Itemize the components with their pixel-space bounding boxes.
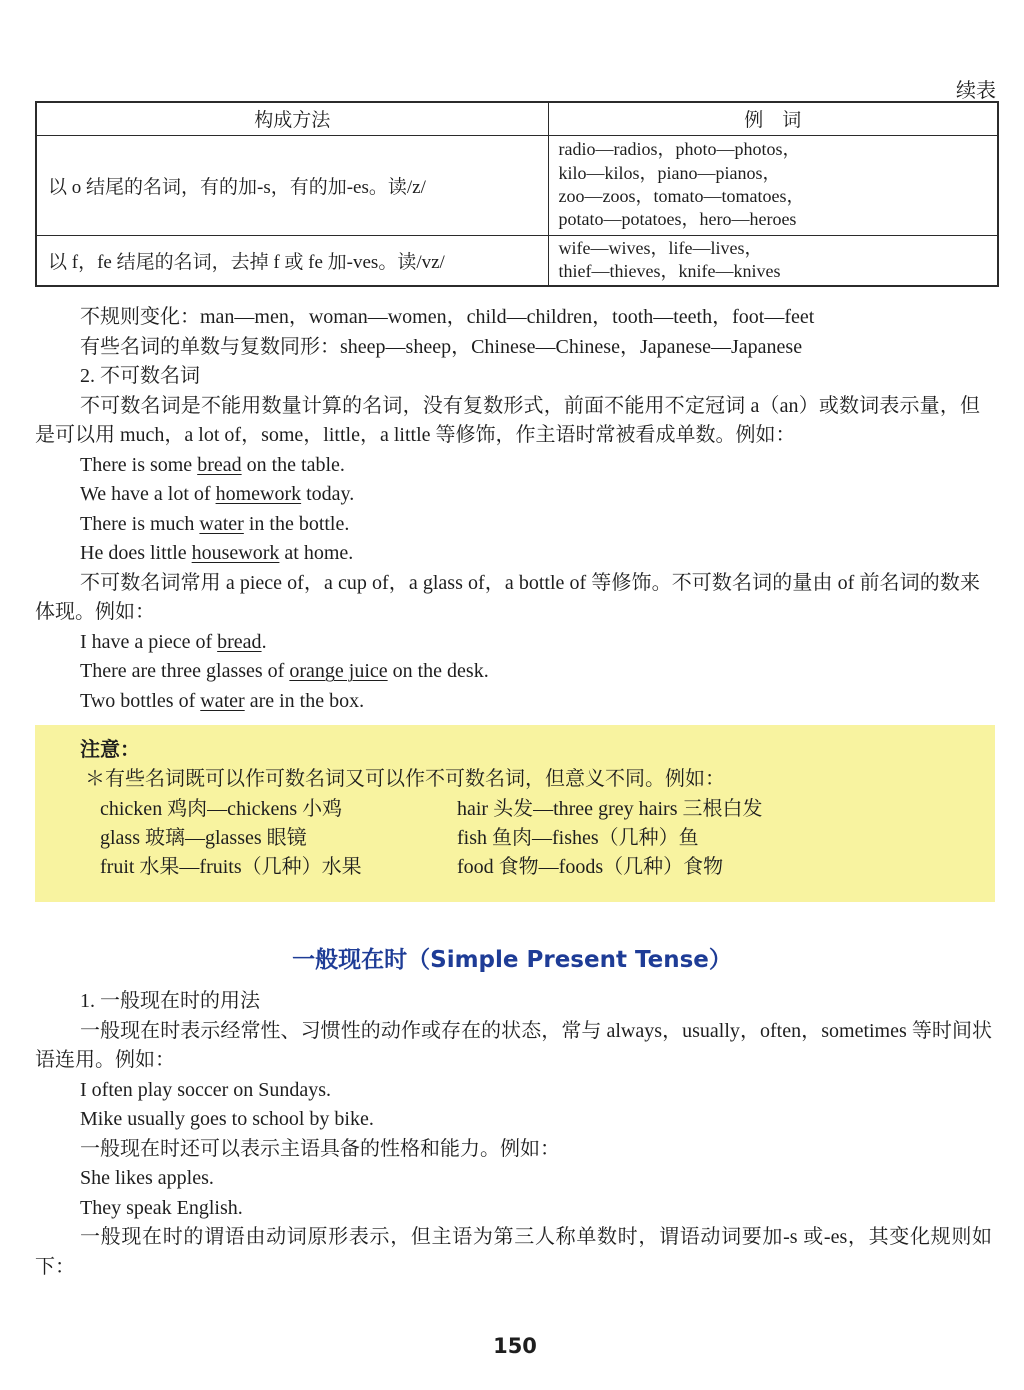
example-line: kilo—kilos，piano—pianos， xyxy=(558,162,781,183)
example-sentence xyxy=(35,657,980,687)
example-sentence: She likes apples. xyxy=(80,1167,214,1189)
note-pairs-grid xyxy=(80,795,995,883)
example-sentence xyxy=(35,451,980,481)
note-pair-left: fruit 水果—fruits（几种）水果 xyxy=(100,856,362,879)
sentence-before: I have a piece of xyxy=(80,630,218,653)
example-line: zoo—zoos，tomato—tomatoes， xyxy=(558,186,805,206)
sentence-after: are in the box. xyxy=(244,689,365,712)
sentence-after: . xyxy=(261,630,267,653)
measure-words-paragraph: 不可数名词常用 a piece of，a cup of，a glass of，a bottle of 等修饰。不可数名词的量由 of 前名词的数来体现。例如： xyxy=(35,571,980,623)
note-pair-left: glass 玻璃—glasses 眼镜 xyxy=(100,826,307,849)
sentence-before: He does little xyxy=(80,542,192,564)
rule-cell: 以 f，fe 结尾的名词，去掉 f 或 fe 加-ves。读/vz/ xyxy=(36,235,548,286)
example-sentence xyxy=(35,539,980,569)
underlined-noun: water xyxy=(199,512,244,535)
example-line: potato—potatoes，hero—heroes xyxy=(558,209,797,230)
sentence-before: Two bottles of xyxy=(80,689,201,712)
sentence-before: There is some xyxy=(80,453,198,476)
underlined-noun: bread xyxy=(197,453,242,476)
examples-cell xyxy=(548,135,998,235)
section-heading: 一般现在时（Simple Present Tense） xyxy=(292,947,732,973)
usage-heading: 1. 一般现在时的用法 xyxy=(80,990,260,1012)
same-form-plurals-line: 有些名词的单数与复数同形：sheep—sheep，Chinese—Chinese，Japanese—Japanese xyxy=(80,335,803,358)
example-sentence xyxy=(35,687,980,717)
underlined-noun: orange juice xyxy=(289,660,388,682)
third-person-paragraph: 一般现在时的谓语由动词原形表示，但主语为第三人称单数时，谓语动词要加-s 或-es，其变化规则如下： xyxy=(35,1226,992,1278)
plural-rules-table-wrapper xyxy=(35,101,997,287)
irregular-plurals-line: 不规则变化：man—men，woman—women，child—children，tooth—teeth，foot—feet xyxy=(80,306,815,328)
sentence-after: at home. xyxy=(279,542,354,564)
note-pair-left: chicken 鸡肉—chickens 小鸡 xyxy=(100,797,343,820)
example-line: wife—wives，life—lives， xyxy=(558,237,763,258)
example-line: radio—radios，photo—photos， xyxy=(558,139,801,160)
example-line: thief—thieves，knife—knives xyxy=(558,261,781,282)
sentence-before: There are three glasses of xyxy=(80,660,290,682)
note-title: 注意： xyxy=(80,739,140,761)
underlined-noun: homework xyxy=(215,483,302,505)
present-tense-section xyxy=(35,987,992,1282)
note-pair-right: hair 头发—three grey hairs 三根白发 xyxy=(457,797,763,820)
page-number: 150 xyxy=(493,1334,537,1358)
example-sentence xyxy=(35,510,980,540)
ability-paragraph: 一般现在时还可以表示主语具备的性格和能力。例如： xyxy=(80,1137,560,1160)
uncountable-heading: 2. 不可数名词 xyxy=(80,365,200,387)
note-box xyxy=(35,725,995,902)
note-pair-right: food 食物—foods（几种）食物 xyxy=(457,856,724,879)
note-intro: ＊有些名词既可以作可数名词又可以作不可数名词，但意义不同。例如： xyxy=(85,768,725,791)
examples-cell xyxy=(548,235,998,286)
header-example-words: 例 词 xyxy=(548,102,998,135)
header-formation-method: 构成方法 xyxy=(36,102,548,135)
example-sentence xyxy=(35,628,980,658)
underlined-noun: housework xyxy=(191,542,280,564)
usage-paragraph: 一般现在时表示经常性、习惯性的动作或存在的状态，常与 always，usually，often，sometimes 等时间状语连用。例如： xyxy=(35,1019,992,1071)
table-header-row xyxy=(36,102,998,135)
sentence-after: today. xyxy=(301,483,355,505)
sentence-after: in the bottle. xyxy=(243,512,350,535)
plural-rules-table xyxy=(35,101,999,287)
example-sentence: I often play soccer on Sundays. xyxy=(80,1078,332,1101)
continued-table-label: 续表 xyxy=(956,80,996,102)
nouns-section xyxy=(35,303,980,716)
sentence-before: We have a lot of xyxy=(80,483,216,505)
table-row xyxy=(36,235,998,286)
underlined-noun: bread xyxy=(217,630,262,653)
table-row xyxy=(36,135,998,235)
note-pair-right: fish 鱼肉—fishes（几种）鱼 xyxy=(457,826,699,849)
uncountable-intro-paragraph: 不可数名词是不能用数量计算的名词，没有复数形式，前面不能用不定冠词 a（an）或数词表示量，但是可以用 much，a lot of，some，little，a little 等修饰，作主语时常被看成单数。例如： xyxy=(35,394,980,446)
underlined-noun: water xyxy=(200,689,245,712)
example-sentence: They speak English. xyxy=(80,1196,243,1219)
sentence-before: There is much xyxy=(80,512,200,535)
example-sentence: Mike usually goes to school by bike. xyxy=(80,1108,374,1130)
example-sentence xyxy=(35,480,980,510)
rule-cell: 以 o 结尾的名词，有的加-s，有的加-es。读/z/ xyxy=(36,135,548,235)
sentence-after: on the desk. xyxy=(387,660,489,682)
sentence-after: on the table. xyxy=(241,453,345,476)
